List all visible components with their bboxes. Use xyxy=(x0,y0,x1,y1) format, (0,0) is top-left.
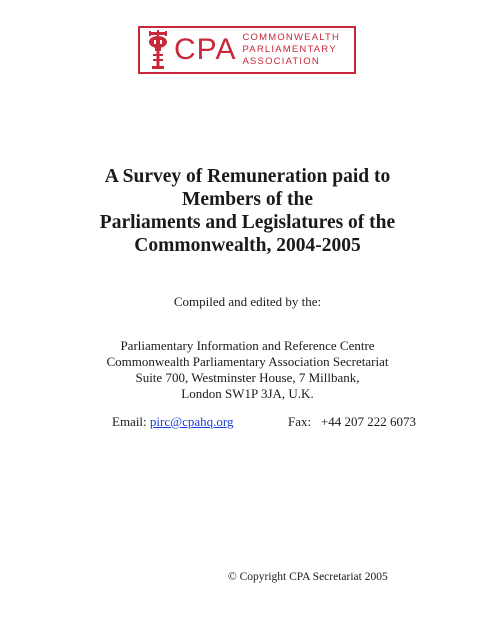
document-title xyxy=(0,165,495,257)
fax-line xyxy=(288,414,416,430)
fax-label: Fax: xyxy=(288,414,312,429)
email-line xyxy=(112,414,234,430)
title-line-4: Commonwealth, 2004-2005 xyxy=(134,235,361,256)
fax-number: +44 207 222 6073 xyxy=(320,414,416,429)
address-block xyxy=(0,338,495,402)
address-line-1: Parliamentary Information and Reference Centre xyxy=(120,338,375,353)
title-line-1: A Survey of Remuneration paid to xyxy=(104,166,391,187)
title-line-3: Parliaments and Legislatures of the xyxy=(99,212,396,233)
title-line-2: Members of the xyxy=(181,189,314,210)
compiled-by: Compiled and edited by the: xyxy=(173,294,322,309)
address-line-4: London SW1P 3JA, U.K. xyxy=(181,386,314,401)
logo-line-2: PARLIAMENTARY xyxy=(242,44,337,55)
logo-line-1: COMMONWEALTH xyxy=(242,32,341,43)
logo-line-3: ASSOCIATION xyxy=(242,56,320,67)
logo-words xyxy=(242,32,340,68)
address-line-2: Commonwealth Parliamentary Association Secretariat xyxy=(106,354,389,369)
logo-letters: CPA xyxy=(174,33,237,66)
cpa-logo xyxy=(138,26,356,74)
address-line-3: Suite 700, Westminster House, 7 Millbank, xyxy=(135,370,360,385)
copyright-notice: © Copyright CPA Secretariat 2005 xyxy=(228,571,388,583)
mace-icon xyxy=(144,30,172,70)
email-link[interactable]: pirc@cpahq.org xyxy=(149,414,234,429)
email-label: Email: xyxy=(112,414,147,429)
